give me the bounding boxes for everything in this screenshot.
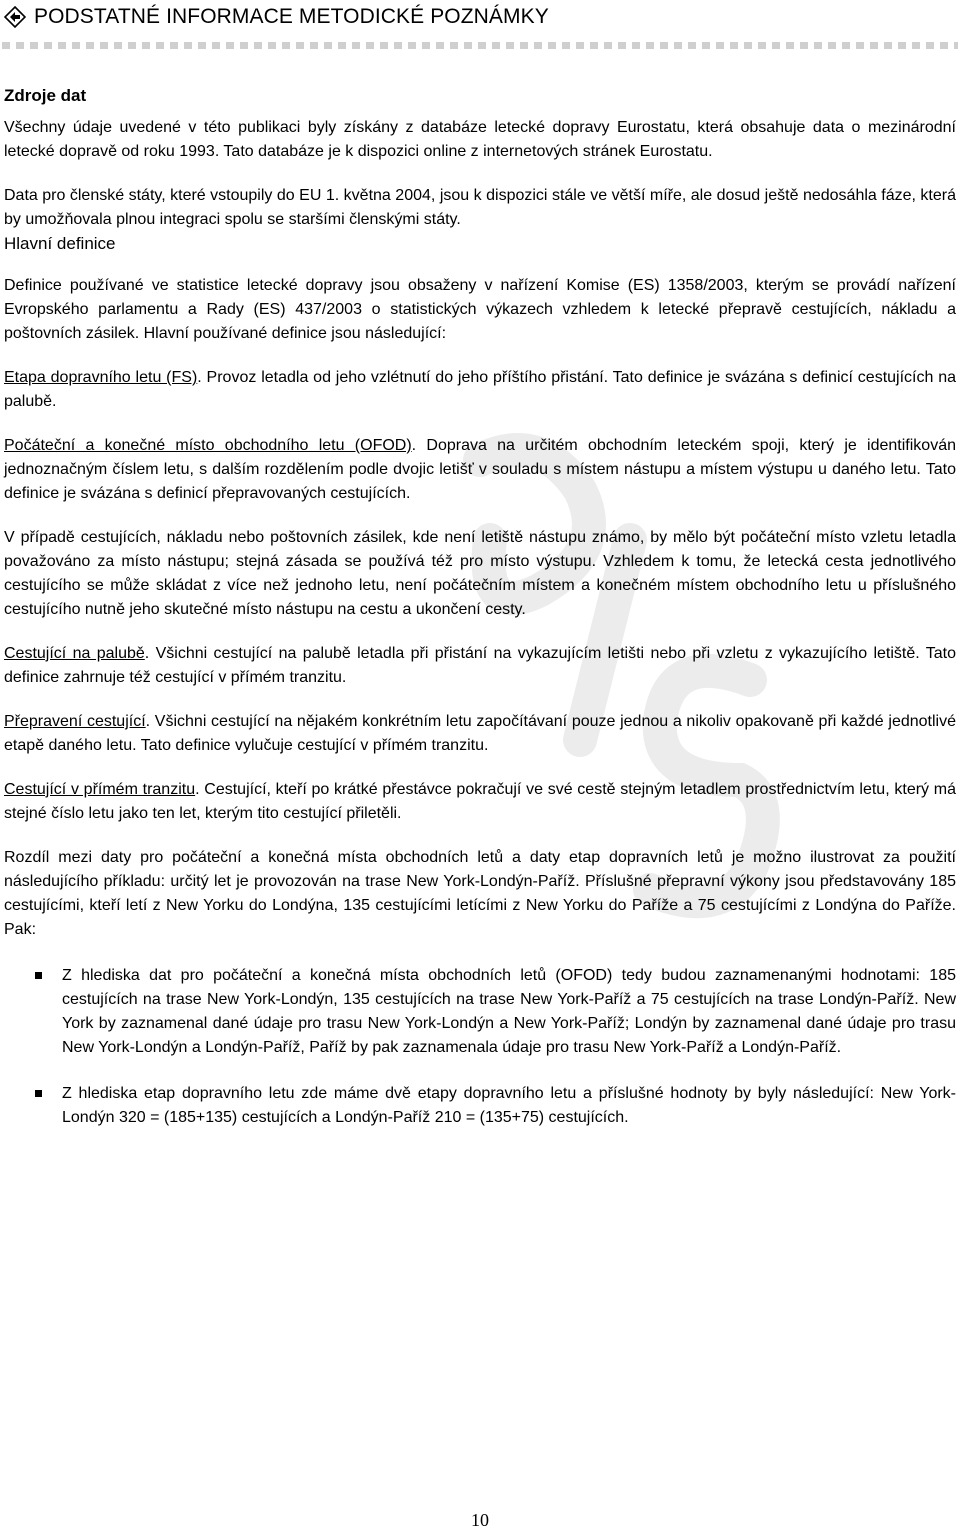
term-tranzit: Cestující v přímém tranzitu [4, 781, 196, 798]
diamond-arrow-icon [4, 6, 26, 28]
definition-etapa [4, 366, 956, 414]
paragraph-ofod-note: V případě cestujících, nákladu nebo poštovních zásilek, kde není letiště nástupu známo, by mělo být počáteční místo vzletu letadla považováno za místo nástupu; stejná zásada se používá též pro místo výstupu. Vzhledem k tomu, že letecká cesta jednotlivého cestujícího se může skládat z více než jednoho letu, není počátečním místem a konečném místem obchodního letu u příslušného cestujícího nutně jeho skutečné místo nástupu na cestu a ukončení cesty. [4, 529, 956, 618]
term-etapa: Etapa dopravního letu (FS) [4, 369, 198, 386]
list-item [4, 1082, 956, 1130]
list-item [4, 964, 956, 1060]
definition-ofod-text: . Doprava na určitém obchodním leteckém spoji, který je identifikován jednoznačným číslem letu, s dalším rozdělením podle dvojic letišť v souladu s místem nástupu a místem výstupu u daného letu. Tato definice je svázána s definicí přepravovaných cestujících. [4, 437, 956, 502]
definition-prepraveni-text: . Všichni cestující na nějakém konkrétním letu započítávaní pouze jednou a nikoliv opakovaně při každé jednotlivé etapě daného letu. Tato definice vylučuje cestující v přímém tranzitu. [4, 713, 956, 754]
square-bullet-icon [35, 1090, 42, 1097]
definition-na-palube-text: . Všichni cestující na palubě letadla při přistání na vykazujícím letišti nebo při vzletu z vykazujícího letiště. Tato definice zahrnuje též cestující v přímém tranzitu. [4, 645, 956, 686]
paragraph-zdroje-2: Data pro členské státy, které vstoupily do EU 1. května 2004, jsou k dispozici stále ve větší míře, ale dosud ještě nedosáhla fáze, která by umožňovala plnou integraci spolu se staršími členskými státy. [4, 187, 956, 228]
definition-prepraveni [4, 710, 956, 758]
paragraph-definice-intro: Definice používané ve statistice letecké dopravy jsou obsaženy v nařízení Komise (ES) 1358/2003, kterým se provádí nařízení Evropského parlamentu a Rady (ES) 437/2003 o statistických výkazech vzhledem k letecké přepravě cestujících, nákladu a poštovních zásilek. Hlavní používané definice jsou následující: [4, 277, 956, 342]
definition-tranzit-text: . Cestující, kteří po krátké přestávce pokračují ve své cestě stejným letadlem prostřednictvím letu, který má stejné číslo letu jako ten let, kterým tito cestující přiletěli. [4, 781, 956, 822]
example-list [4, 964, 956, 1130]
definition-na-palube [4, 642, 956, 690]
page-number: 10 [471, 1510, 489, 1530]
heading-hlavni-definice: Hlavní definice [4, 234, 116, 253]
header-title: PODSTATNÉ INFORMACE METODICKÉ POZNÁMKY [34, 5, 549, 28]
square-bullet-icon [35, 972, 42, 979]
term-na-palube: Cestující na palubě [4, 645, 145, 662]
paragraph-rozdil: Rozdíl mezi daty pro počáteční a konečná místa obchodních letů a daty etap dopravních letů je možno ilustrovat za použití následujícího příkladu: určitý let je provozován na trase New York-Londýn-Paříž. Příslušné přepravní výkony jsou představovány 185 cestujícími, kteří letí z New Yorku do Londýna, 135 cestujícími letícími z New Yorku do Paříže a 75 cestujícími z Londýna do Paříže. Pak: [4, 849, 956, 938]
section-header [4, 2, 954, 32]
list-item-text: Z hlediska dat pro počáteční a konečná místa obchodních letů (OFOD) tedy budou zaznamenanými hodnotami: 185 cestujících na trase New York-Londýn, 135 cestujících na trase New York-Paříž a 75 cestujících na trase Londýn-Paříž. New York by zaznamenal dané údaje pro trasu New York-Londýn a New York-Paříž; Londýn by zaznamenal dané údaje pro trasu New York-Londýn a Londýn-Paříž, Paříž by pak zaznamenala údaje pro trasu New York-Paříž a Londýn-Paříž. [62, 967, 956, 1056]
main-content [4, 84, 956, 1130]
header-divider [2, 42, 958, 49]
list-item-text: Z hlediska etap dopravního letu zde máme dvě etapy dopravního letu a příslušné hodnoty by byly následující: New York-Londýn 320 = (185+135) cestujících a Londýn-Paříž 210 = (135+75) cestujících. [62, 1085, 956, 1126]
definition-etapa-text: . Provoz letadla od jeho vzlétnutí do jeho příštího přistání. Tato definice je svázána s definicí cestujících na palubě. [4, 369, 957, 410]
definition-ofod [4, 434, 956, 506]
heading-zdroje-dat: Zdroje dat [4, 86, 87, 105]
term-ofod: Počáteční a konečné místo obchodního letu (OFOD) [4, 437, 412, 454]
definition-tranzit [4, 778, 956, 826]
term-prepraveni: Přepravení cestující [4, 713, 146, 730]
paragraph-zdroje-1: Všechny údaje uvedené v této publikaci byly získány z databáze letecké dopravy Eurostatu, která obsahuje data o mezinárodní letecké dopravě od roku 1993. Tato databáze je k dispozici online z internetových stránek Eurostatu. [4, 119, 956, 160]
